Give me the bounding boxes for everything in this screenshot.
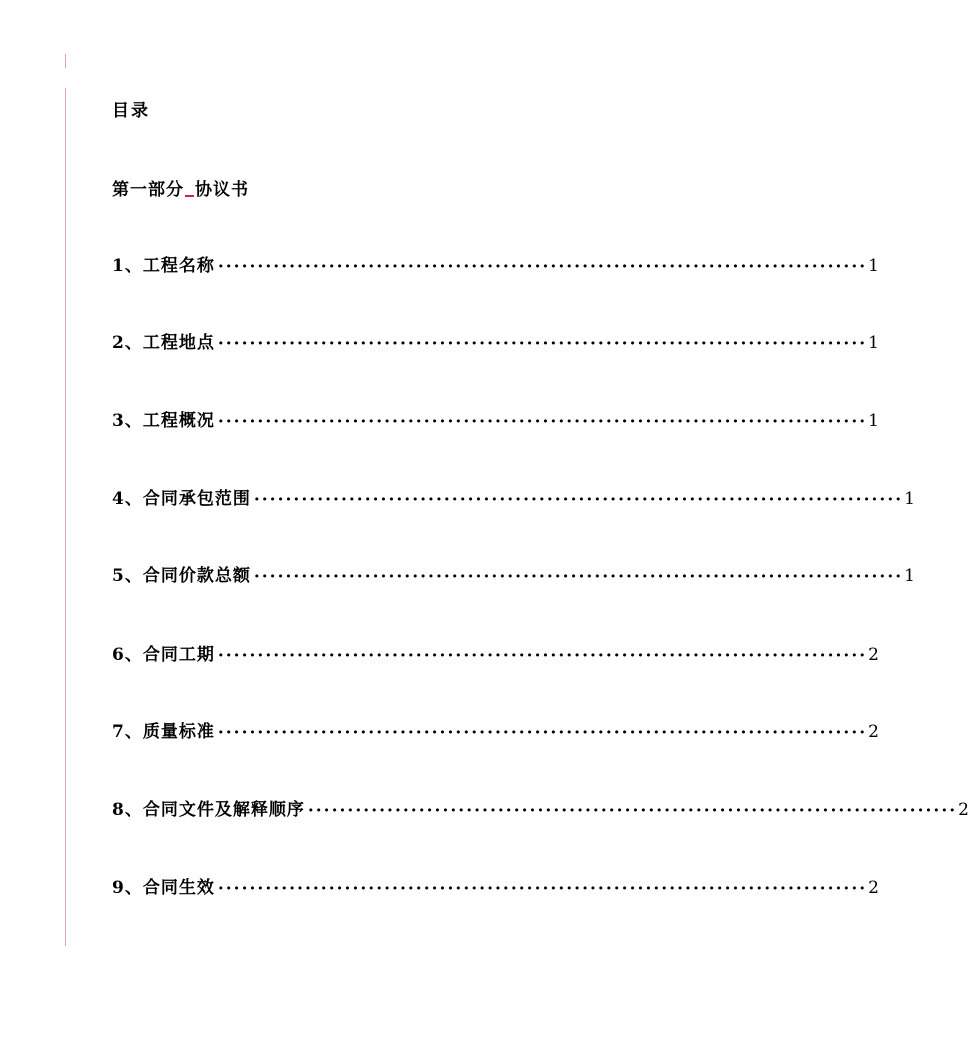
toc-entry[interactable] bbox=[112, 720, 879, 743]
toc-entry-label: 5、合同价款总额 bbox=[112, 566, 251, 586]
toc-leader: ·················································································· bbox=[217, 257, 868, 277]
margin-line-top bbox=[65, 54, 66, 68]
toc-entry-page: 1 bbox=[868, 256, 879, 276]
toc-leader: ·················································································· bbox=[217, 646, 868, 666]
toc-leader: ·················································································· bbox=[307, 801, 958, 821]
section-dash bbox=[185, 195, 194, 197]
toc-entry[interactable] bbox=[112, 564, 915, 587]
toc-entry[interactable] bbox=[112, 876, 879, 899]
toc-entry[interactable] bbox=[112, 331, 879, 354]
toc-entry-label: 4、合同承包范围 bbox=[112, 489, 251, 509]
toc-entry-page: 2 bbox=[868, 722, 879, 742]
toc-entry-page: 1 bbox=[904, 566, 915, 586]
toc-leader: ·················································································· bbox=[253, 567, 904, 587]
toc-entry-label: 6、合同工期 bbox=[112, 645, 215, 665]
section-name: 协议书 bbox=[195, 180, 249, 200]
section-heading[interactable] bbox=[112, 175, 249, 200]
toc-leader: ·················································································· bbox=[217, 334, 868, 354]
toc-entry-page: 2 bbox=[868, 878, 879, 898]
toc-leader: ·················································································· bbox=[217, 412, 868, 432]
toc-leader: ·················································································· bbox=[217, 723, 868, 743]
toc-entry-label: 8、合同文件及解释顺序 bbox=[112, 800, 305, 820]
toc-entry-page: 1 bbox=[868, 411, 879, 431]
toc-leader: ·················································································· bbox=[253, 490, 904, 510]
page-title: 目录 bbox=[112, 101, 150, 121]
toc-entry-label: 2、工程地点 bbox=[112, 333, 215, 353]
toc-entry[interactable] bbox=[112, 487, 915, 510]
toc-entry-page: 2 bbox=[958, 800, 969, 820]
toc-entry-label: 7、质量标准 bbox=[112, 722, 215, 742]
toc-entry-page: 1 bbox=[868, 333, 879, 353]
section-label: 第一部分 bbox=[112, 180, 184, 200]
toc-entry-label: 3、工程概况 bbox=[112, 411, 215, 431]
toc-entry[interactable] bbox=[112, 254, 879, 277]
toc-entry[interactable] bbox=[112, 409, 879, 432]
toc-entry[interactable] bbox=[112, 798, 969, 821]
toc-entry[interactable] bbox=[112, 643, 879, 666]
toc-entry-label: 9、合同生效 bbox=[112, 878, 215, 898]
toc-leader: ·················································································· bbox=[217, 879, 868, 899]
toc-entry-page: 1 bbox=[904, 489, 915, 509]
toc-entry-page: 2 bbox=[868, 645, 879, 665]
margin-line bbox=[65, 88, 66, 946]
toc-entry-label: 1、工程名称 bbox=[112, 256, 215, 276]
